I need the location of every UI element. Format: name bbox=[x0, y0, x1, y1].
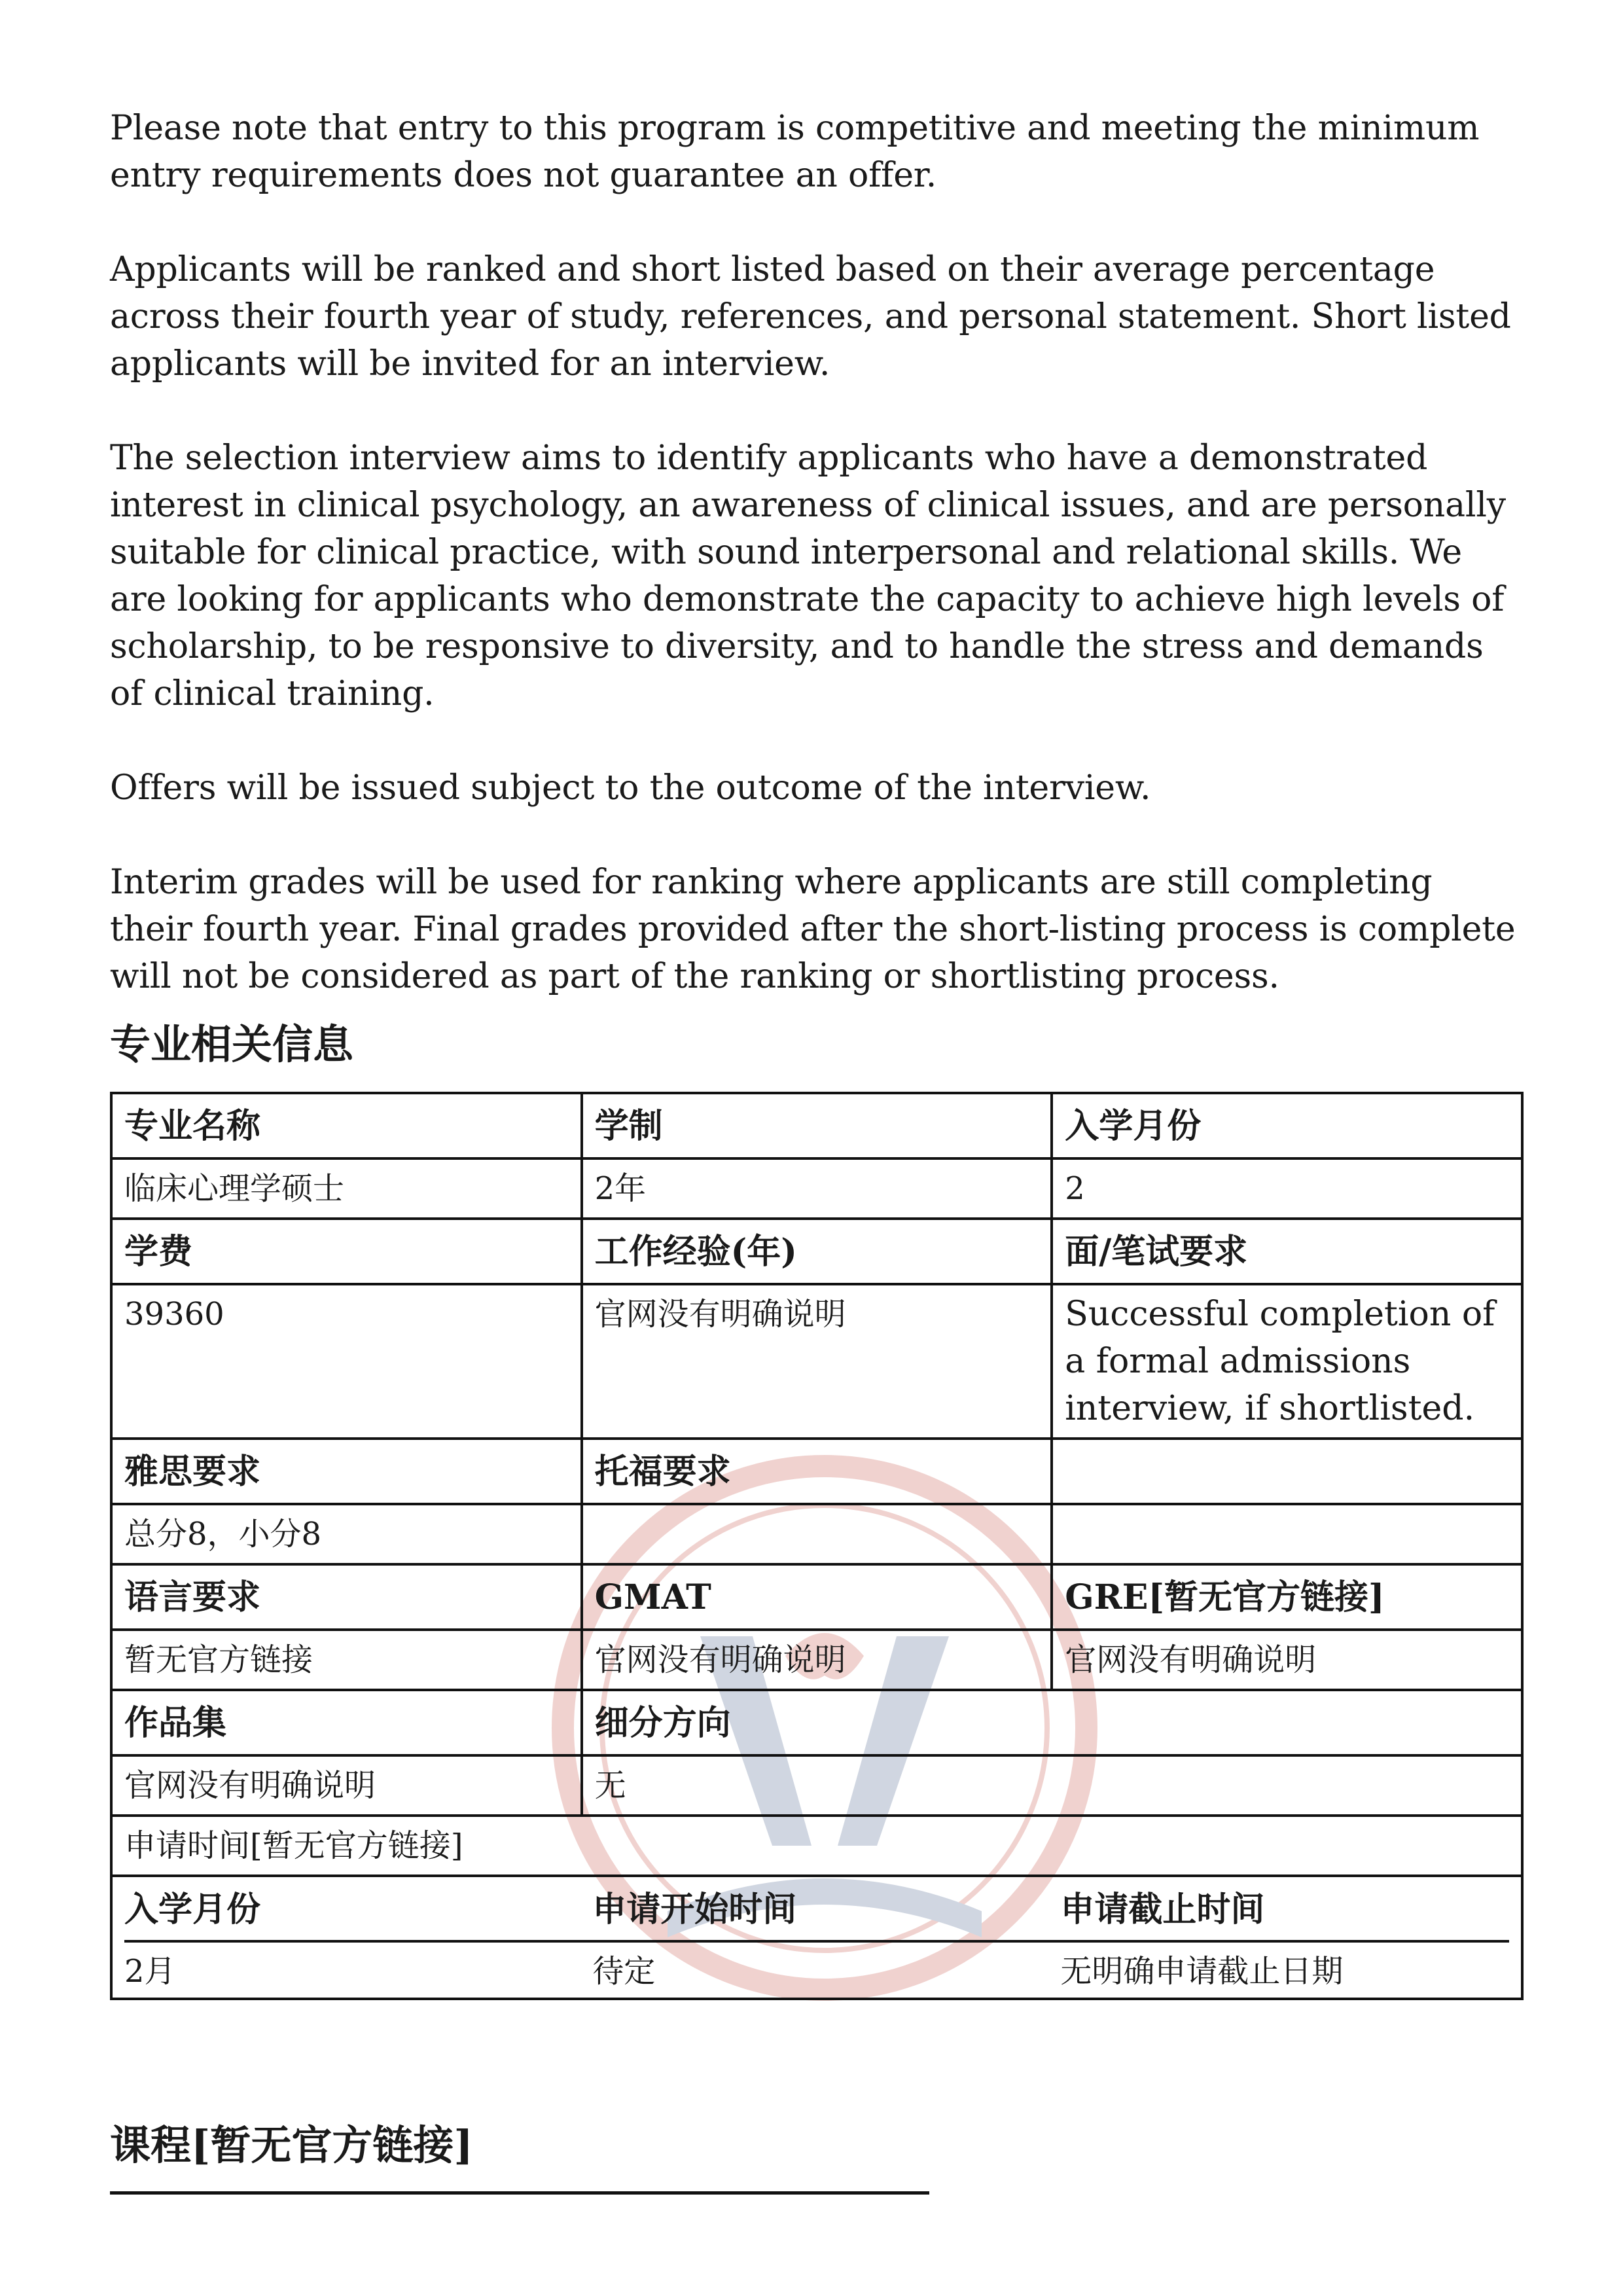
value-app-deadline: 无明确申请截止日期 bbox=[1060, 1953, 1344, 1990]
label-tuition: 学费 bbox=[111, 1219, 582, 1284]
label-application-time: 申请时间[暂无官方链接] bbox=[111, 1816, 1522, 1876]
value-app-intake-month: 2月 bbox=[124, 1953, 176, 1990]
label-gre: GRE[暂无官方链接] bbox=[1052, 1564, 1522, 1630]
table-value-row bbox=[111, 1284, 1522, 1439]
label-duration: 学制 bbox=[582, 1093, 1052, 1158]
program-info-table bbox=[110, 1092, 1524, 2000]
application-time-container bbox=[111, 1876, 1522, 1999]
section-title-program-info: 专业相关信息 bbox=[110, 1020, 354, 1068]
label-intake-month: 入学月份 bbox=[1052, 1093, 1522, 1158]
intro-text bbox=[110, 105, 1524, 1047]
section-title-courses: 课程[暂无官方链接] bbox=[110, 2121, 473, 2169]
paragraph-selection-interview: The selection interview aims to identify applicants who have a demonstrated interest in clinical psychology, an awareness of clinical issues, and are personally suitable for clinical practice, with sound interpersonal and relational skills. We are looking for applicants who demonstrate the capacity to achieve high levels of scholarship, to be responsive to diversity, and to handle the stress and demands of clinical training. bbox=[110, 439, 1506, 713]
paragraph-competitive-entry: Please note that entry to this program is competitive and meeting the minimum entry requirements does not guarantee an offer. bbox=[110, 109, 1480, 195]
value-app-start-time: 待定 bbox=[592, 1953, 656, 1990]
table-value-row bbox=[111, 1630, 1522, 1690]
label-toefl: 托福要求 bbox=[582, 1439, 1052, 1504]
value-program-name: 临床心理学硕士 bbox=[111, 1158, 582, 1219]
table-value-row bbox=[111, 1504, 1522, 1564]
application-time-value-row bbox=[124, 1941, 1509, 1998]
label-app-start-time: 申请开始时间 bbox=[592, 1877, 1060, 1941]
application-time-row bbox=[111, 1876, 1522, 1999]
paragraph-interim-grades: Interim grades will be used for ranking where applicants are still completing their fourth year. Final grades provided after the short-listing process is complete will not be considered as part of the ranking or shortlisting process. bbox=[110, 863, 1516, 996]
label-app-intake-month: 入学月份 bbox=[124, 1877, 592, 1941]
label-specialization: 细分方向 bbox=[582, 1690, 1522, 1755]
label-interview-requirement: 面/笔试要求 bbox=[1052, 1219, 1522, 1284]
table-header-row bbox=[111, 1564, 1522, 1630]
value-gmat: 官网没有明确说明 bbox=[582, 1630, 1052, 1690]
empty-cell bbox=[1052, 1439, 1522, 1504]
value-language-requirement: 暂无官方链接 bbox=[111, 1630, 582, 1690]
table-value-row bbox=[111, 1158, 1522, 1219]
label-program-name: 专业名称 bbox=[111, 1093, 582, 1158]
value-work-experience: 官网没有明确说明 bbox=[582, 1284, 1052, 1439]
table-header-row bbox=[111, 1439, 1522, 1504]
value-portfolio: 官网没有明确说明 bbox=[111, 1755, 582, 1816]
label-language-requirement: 语言要求 bbox=[111, 1564, 582, 1630]
value-duration: 2年 bbox=[582, 1158, 1052, 1219]
value-intake-month: 2 bbox=[1052, 1158, 1522, 1219]
paragraph-ranking: Applicants will be ranked and short listed based on their average percentage across their fourth year of study, references, and personal statement. Short listed applicants will be invited for an interview. bbox=[110, 250, 1511, 384]
section-divider bbox=[110, 2191, 929, 2195]
label-ielts: 雅思要求 bbox=[111, 1439, 582, 1504]
empty-cell bbox=[1052, 1504, 1522, 1564]
label-app-deadline: 申请截止时间 bbox=[1060, 1877, 1509, 1941]
application-time-label-row bbox=[111, 1816, 1522, 1876]
label-portfolio: 作品集 bbox=[111, 1690, 582, 1755]
application-time-header-row bbox=[124, 1877, 1509, 1941]
value-toefl bbox=[582, 1504, 1052, 1564]
value-specialization: 无 bbox=[582, 1755, 1522, 1816]
label-work-experience: 工作经验(年) bbox=[582, 1219, 1052, 1284]
table-header-row bbox=[111, 1093, 1522, 1158]
value-tuition: 39360 bbox=[111, 1284, 582, 1439]
label-gmat: GMAT bbox=[582, 1564, 1052, 1630]
table-value-row bbox=[111, 1755, 1522, 1816]
table-header-row bbox=[111, 1690, 1522, 1755]
value-ielts: 总分8，小分8 bbox=[111, 1504, 582, 1564]
value-interview-requirement: Successful completion of a formal admissions interview, if shortlisted. bbox=[1052, 1284, 1522, 1439]
paragraph-offers: Offers will be issued subject to the outcome of the interview. bbox=[110, 768, 1151, 808]
application-time-table bbox=[124, 1877, 1509, 1998]
value-gre: 官网没有明确说明 bbox=[1052, 1630, 1522, 1690]
table-header-row bbox=[111, 1219, 1522, 1284]
